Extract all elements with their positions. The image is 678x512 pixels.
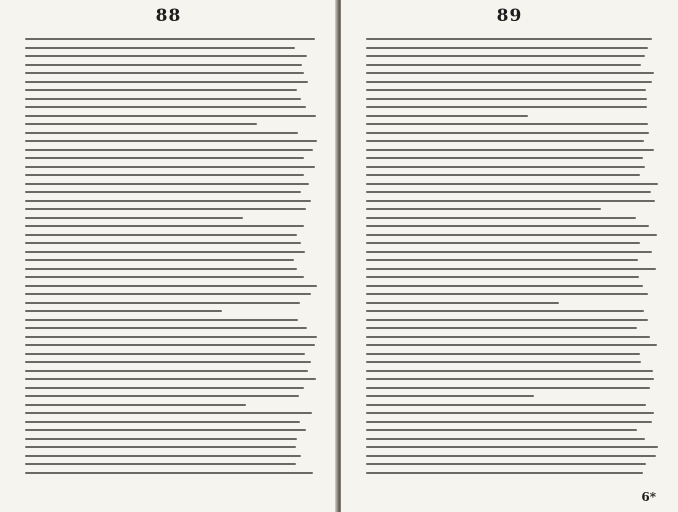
- text-line: [366, 302, 559, 304]
- text-line: [25, 106, 306, 108]
- text-line: [25, 132, 298, 134]
- text-line: [366, 412, 654, 414]
- text-line: [366, 404, 646, 406]
- text-line: [366, 208, 601, 210]
- text-line: [366, 455, 656, 457]
- text-line: [366, 149, 654, 151]
- text-line: [366, 370, 653, 372]
- text-line: [366, 234, 657, 236]
- text-line: [366, 225, 649, 227]
- text-line: [25, 370, 308, 372]
- text-line: [25, 217, 243, 219]
- text-line: [366, 429, 637, 431]
- text-line: [25, 319, 298, 321]
- text-line: [366, 259, 638, 261]
- text-line: [25, 472, 313, 474]
- text-line: [366, 183, 658, 185]
- text-line: [25, 242, 301, 244]
- text-line: [25, 89, 297, 91]
- text-line: [25, 378, 316, 380]
- page-left: [0, 0, 337, 512]
- text-line: [366, 438, 645, 440]
- text-line: [25, 361, 311, 363]
- text-line: [366, 38, 652, 40]
- text-line: [366, 336, 650, 338]
- text-line: [25, 115, 316, 117]
- text-line: [25, 166, 315, 168]
- text-line: [25, 55, 307, 57]
- text-line: [366, 64, 641, 66]
- text-line: [366, 98, 647, 100]
- text-line: [366, 361, 641, 363]
- text-line: [25, 234, 297, 236]
- page-right: [341, 0, 678, 512]
- text-line: [25, 208, 306, 210]
- text-line: [366, 174, 640, 176]
- text-line: [25, 123, 257, 125]
- text-line: [366, 106, 647, 108]
- text-line: [25, 98, 301, 100]
- text-line: [366, 319, 648, 321]
- text-line: [25, 344, 315, 346]
- text-line: [25, 463, 296, 465]
- text-line: [25, 446, 296, 448]
- text-line: [366, 463, 646, 465]
- text-line: [25, 251, 305, 253]
- text-line: [366, 115, 528, 117]
- text-line: [25, 174, 304, 176]
- text-line: [366, 310, 644, 312]
- text-line: [366, 157, 643, 159]
- text-line: [366, 353, 640, 355]
- text-line: [25, 140, 317, 142]
- text-line: [366, 472, 643, 474]
- text-line: [25, 455, 301, 457]
- text-line: [25, 285, 317, 287]
- text-line: [366, 285, 643, 287]
- text-line: [366, 387, 650, 389]
- text-line: [366, 327, 637, 329]
- text-line: [25, 412, 312, 414]
- text-line: [25, 200, 311, 202]
- text-line: [25, 404, 246, 406]
- text-line: [366, 55, 645, 57]
- text-line: [25, 268, 297, 270]
- text-line: [25, 72, 304, 74]
- text-line: [25, 81, 308, 83]
- text-line: [25, 276, 304, 278]
- text-line: [366, 166, 645, 168]
- text-line: [25, 302, 300, 304]
- text-line: [366, 123, 648, 125]
- text-line: [366, 47, 648, 49]
- page-number-right: 89: [496, 6, 523, 26]
- text-line: [366, 293, 648, 295]
- text-line: [25, 395, 299, 397]
- text-line: [366, 132, 649, 134]
- page-number-left: 88: [155, 6, 182, 26]
- text-line: [25, 64, 302, 66]
- text-line: [25, 225, 304, 227]
- text-line: [366, 251, 652, 253]
- text-line: [366, 140, 644, 142]
- text-line: [366, 395, 534, 397]
- text-line: [25, 438, 297, 440]
- text-line: [25, 149, 313, 151]
- text-line: [366, 72, 654, 74]
- text-line: [366, 446, 658, 448]
- text-line: [25, 47, 295, 49]
- text-line: [25, 310, 222, 312]
- text-line: [25, 387, 304, 389]
- text-line: [366, 217, 636, 219]
- text-line: [25, 336, 317, 338]
- text-line: [25, 429, 306, 431]
- text-line: [25, 293, 311, 295]
- text-line: [366, 421, 652, 423]
- text-line: [366, 89, 646, 91]
- text-line: [366, 268, 656, 270]
- text-line: [366, 344, 657, 346]
- text-line: [366, 242, 640, 244]
- text-line: [25, 259, 294, 261]
- text-line: [25, 353, 305, 355]
- text-block-right: [366, 38, 658, 486]
- text-line: [366, 191, 651, 193]
- text-line: [366, 378, 654, 380]
- text-block-left: [25, 38, 317, 486]
- text-line: [25, 38, 315, 40]
- text-line: [366, 276, 639, 278]
- text-line: [25, 421, 300, 423]
- signature-mark: 6*: [641, 490, 656, 504]
- text-line: [366, 81, 652, 83]
- text-line: [25, 327, 307, 329]
- text-line: [25, 157, 304, 159]
- text-line: [25, 183, 309, 185]
- text-line: [366, 200, 655, 202]
- text-line: [25, 191, 301, 193]
